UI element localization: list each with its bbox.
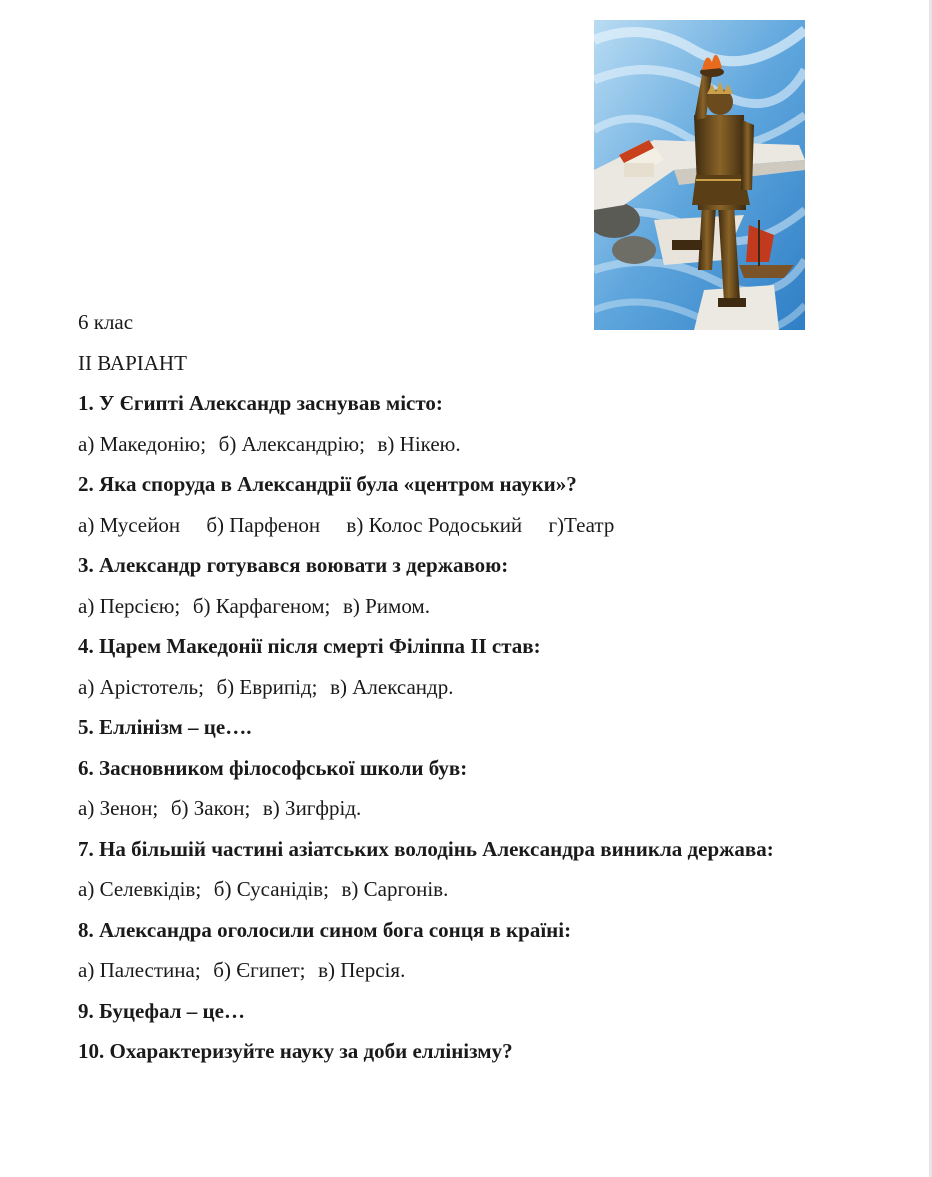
question-8: 8. Александра оголосили сином бога сонця в країні: <box>78 917 572 942</box>
option: в) Саргонів. <box>341 877 449 901</box>
question-1-options <box>78 424 898 465</box>
option: в) Римом. <box>342 593 430 618</box>
question-2-options <box>78 505 898 546</box>
option: б) Парфенон <box>206 512 321 537</box>
colossus-image <box>594 20 805 330</box>
question-2: 2. Яка споруда в Александрії була «центром науки»? <box>78 472 577 496</box>
question-4: 4. Царем Македонії після смерті Філіппа ІІ став: <box>78 634 541 658</box>
question-7: 7. На більшій частині азіатських володінь Александра виникла держава: <box>78 836 774 861</box>
question-9: 9. Буцефал – це… <box>78 998 245 1023</box>
option: б) Сусанідів; <box>213 877 329 901</box>
option: в) Персія. <box>318 958 406 982</box>
variant-heading: ІІ ВАРІАНТ <box>78 350 187 375</box>
option: а) Зенон; <box>78 796 159 820</box>
option: а) Арістотель; <box>78 674 204 699</box>
question-5: 5. Еллінізм – це…. <box>78 715 252 739</box>
question-6-options <box>78 788 898 829</box>
option: б) Карфагеном; <box>192 593 331 618</box>
worksheet-text <box>78 302 898 1072</box>
question-10: 10. Охарактеризуйте науку за доби еллінізму? <box>78 1039 513 1063</box>
colossus-illustration <box>594 20 805 330</box>
option: б) Закон; <box>170 796 251 820</box>
option: б) Єгипет; <box>213 958 306 982</box>
option: в) Зигфрід. <box>262 796 362 820</box>
option: в) Александр. <box>330 674 454 699</box>
option: а) Македонію; <box>78 431 207 456</box>
question-1: 1. У Єгипті Александр заснував місто: <box>78 391 443 415</box>
question-4-options <box>78 667 898 708</box>
option: а) Селевкідів; <box>78 877 202 901</box>
option: а) Мусейон <box>78 512 181 537</box>
option: а) Персією; <box>78 593 181 618</box>
question-3-options <box>78 586 898 627</box>
question-3: 3. Александр готувався воювати з державою: <box>78 553 509 577</box>
option: а) Палестина; <box>78 958 201 982</box>
option: г)Театр <box>548 512 615 537</box>
question-8-options <box>78 950 898 991</box>
option: б) Александрію; <box>218 431 365 456</box>
option: в) Нікею. <box>377 431 461 456</box>
question-6: 6. Засновником філософської школи був: <box>78 755 468 780</box>
question-7-options <box>78 869 898 910</box>
option: в) Колос Родоський <box>346 512 523 537</box>
option: б) Еврипід; <box>216 674 318 699</box>
grade-label: 6 клас <box>78 310 134 334</box>
